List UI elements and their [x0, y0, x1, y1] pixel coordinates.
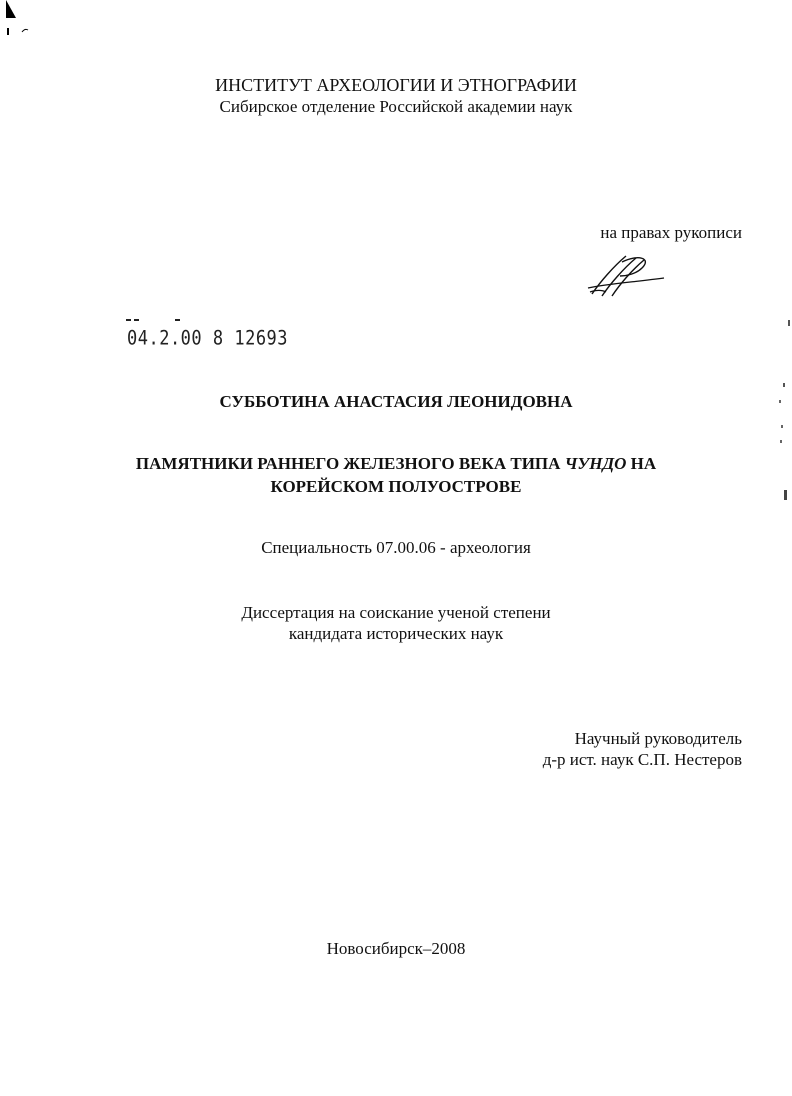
degree-line-2: кандидата исторических наук — [288, 624, 504, 643]
archive-stamp-number: 04.2.00 8 12693 — [127, 327, 289, 350]
stamp-marks — [126, 316, 196, 324]
dissertation-title-line-2: КОРЕЙСКОМ ПОЛУОСТРОВЕ — [270, 477, 522, 496]
title-italic-term: ЧУНДО — [564, 454, 627, 473]
scan-artifact-top-left — [4, 0, 34, 40]
author-name: СУББОТИНА АНАСТАСИЯ ЛЕОНИДОВНА — [219, 392, 573, 411]
supervisor-label: Научный руководитель — [574, 729, 742, 748]
specialty: Специальность 07.00.06 - археология — [261, 538, 531, 557]
institute-name: ИНСТИТУТ АРХЕОЛОГИИ И ЭТНОГРАФИИ — [215, 75, 577, 95]
title-text-part-1: ПАМЯТНИКИ РАННЕГО ЖЕЛЕЗНОГО ВЕКА ТИПА — [135, 454, 565, 473]
place-and-year: Новосибирск–2008 — [326, 939, 466, 958]
manuscript-rights-note: на правах рукописи — [600, 223, 742, 242]
degree-line-1: Диссертация на соискание ученой степени — [241, 603, 551, 622]
supervisor-name: д-р ист. наук С.П. Нестеров — [542, 750, 742, 769]
institute-branch: Сибирское отделение Российской академии наук — [219, 97, 573, 116]
signature-mark — [586, 252, 668, 300]
dissertation-title-line-1 — [0, 453, 792, 475]
title-text-part-2: НА — [626, 454, 657, 473]
